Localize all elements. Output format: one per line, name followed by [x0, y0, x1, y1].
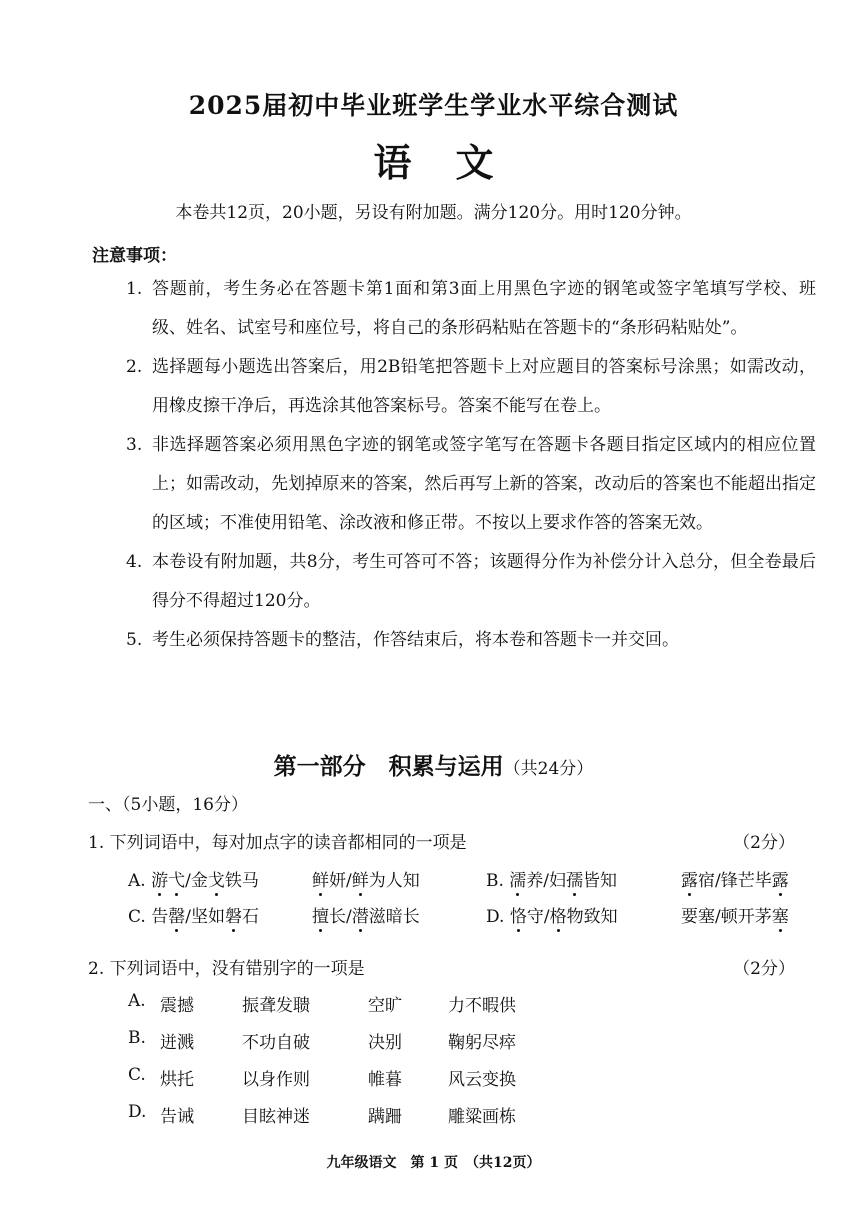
option-b: [486, 866, 617, 891]
word-text: 铁马: [224, 871, 259, 891]
word-text: 养/妇: [526, 871, 567, 891]
notice-item-text: 考生必须保持答题卡的整洁，作答结束后，将本卷和答题卡一并交回。: [152, 630, 679, 650]
notice-item-text: 非选择题答案必须用黑色字迹的钢笔或签字笔写在答题卡各题目指定区域内的相应位置上；如需改动，先划掉原来的答案，然后再写上新的答案，改动后的答案也不能超出指定的区域；不准使用铅笔、涂改液和修正带。不按以上要求作答的答案无效。: [152, 435, 816, 533]
option-d-second: [681, 902, 789, 927]
word-text: 物致知: [566, 907, 618, 927]
option-a-second: [312, 866, 420, 891]
word: 鞠躬尽瘁: [448, 1033, 516, 1053]
word-text: /坚如: [185, 907, 225, 927]
dotted-char: 露: [771, 871, 789, 891]
option-label: B.: [486, 871, 510, 891]
dotted-char: 格: [549, 907, 567, 927]
option-c-second: [312, 902, 420, 927]
exam-title: 2025届初中毕业班学生学业水平综合测试: [188, 91, 679, 120]
dotted-char: 塞: [771, 907, 789, 927]
option-b-second: [681, 866, 789, 891]
dotted-char: 鲜: [312, 871, 329, 891]
option-label: C.: [128, 1065, 146, 1085]
question-2-stem: 2. 下列词语中，没有错别字的一项是: [88, 959, 365, 979]
word-text: 宿/锋芒毕: [698, 871, 772, 891]
word: 烘托: [160, 1070, 194, 1090]
dotted-char: 擅: [312, 907, 329, 927]
part-title-text: 第一部分 积累与运用: [273, 753, 504, 780]
question-2-score: （2分）: [733, 959, 795, 979]
notice-heading: 注意事项：: [92, 246, 177, 266]
dotted-char: 戈: [207, 871, 225, 891]
page-footer: 九年级语文 第 1 页 （共12页）: [326, 1155, 541, 1171]
word: 雕粱画栋: [448, 1107, 516, 1127]
option-d: [486, 902, 618, 927]
option-label: D.: [128, 1102, 147, 1122]
dotted-char: 露: [681, 871, 698, 891]
word: 告诫: [160, 1107, 194, 1127]
notice-item-number: 4.: [126, 552, 143, 572]
dotted-char: 濡: [509, 871, 527, 891]
word: 蹒跚: [368, 1107, 402, 1127]
part-title: [0, 748, 867, 781]
word-text: 石: [241, 907, 259, 927]
word-text: /金: [185, 871, 208, 891]
notice-item: [126, 348, 816, 426]
word-text: 守/: [526, 907, 550, 927]
word: 迸溅: [160, 1033, 194, 1053]
word: 空旷: [368, 996, 402, 1016]
option-c: [128, 902, 259, 927]
notice-item-number: 1.: [126, 279, 143, 299]
part-score: （共24分）: [503, 759, 594, 779]
option-label: D.: [486, 907, 510, 927]
word: 振聋发聩: [242, 996, 310, 1016]
exam-summary: 本卷共12页，20小题，另设有附加题。满分120分。用时120分钟。: [175, 203, 692, 223]
word-text: 滋暗长: [368, 907, 420, 927]
dotted-char: 游: [151, 871, 169, 891]
word: 帷暮: [368, 1070, 402, 1090]
word: 决别: [368, 1033, 402, 1053]
notice-item-text: 本卷设有附加题，共8分，考生可答可不答；该题得分作为补偿分计入总分，但全卷最后得分不得超过120分。: [152, 552, 816, 611]
notice-item: [126, 270, 816, 348]
notice-item-text: 选择题每小题选出答案后，用2B铅笔把答题卡上对应题目的答案标号涂黑；如需改动，用橡皮擦干净后，再选涂其他答案标号。答案不能写在卷上。: [152, 357, 816, 416]
word: 不功自破: [242, 1033, 310, 1053]
question-1-score: （2分）: [733, 833, 795, 853]
subject-title: 语文: [373, 140, 538, 185]
dotted-char: 磐: [224, 907, 242, 927]
section-heading: 一、（5小题，16分）: [88, 795, 248, 815]
word-text: 要: [681, 907, 698, 927]
word-text: 塞/顿开茅: [698, 907, 772, 927]
notice-item: [126, 543, 816, 621]
question-1-stem: 1. 下列词语中，每对加点字的读音都相同的一项是: [88, 833, 467, 853]
notice-item-number: 3.: [126, 435, 143, 455]
word: 力不暇供: [448, 996, 516, 1016]
dotted-char: 孺: [566, 871, 584, 891]
word-text: 妍/: [329, 871, 352, 891]
word-text: 告: [151, 907, 169, 927]
word: 风云变换: [448, 1070, 516, 1090]
notice-item-text: 答题前，考生务必在答题卡第1面和第3面上用黑色字迹的钢笔或签字笔填写学校、班级、姓名、试室号和座位号，将自己的条形码粘贴在答题卡的“条形码粘贴处”。: [152, 279, 816, 338]
word-text: 为人知: [368, 871, 420, 891]
word-text: 皆知: [583, 871, 618, 891]
word-text: 长/: [329, 907, 352, 927]
option-label: C.: [128, 907, 152, 927]
option-label: A.: [128, 991, 146, 1011]
option-label: B.: [128, 1028, 146, 1048]
option-label: A.: [128, 871, 152, 891]
word: 震撼: [160, 996, 194, 1016]
word: 目眩神迷: [242, 1107, 310, 1127]
notice-item: [126, 621, 816, 660]
dotted-char: 鲜: [351, 871, 369, 891]
dotted-char: 罄: [168, 907, 186, 927]
notice-item-number: 2.: [126, 357, 143, 377]
word: 以身作则: [242, 1070, 310, 1090]
notice-item-number: 5.: [126, 630, 143, 650]
notice-item: [126, 426, 816, 543]
dotted-char: 弋: [168, 871, 186, 891]
notice-list: [126, 270, 816, 660]
dotted-char: 恪: [509, 907, 527, 927]
option-ab-line: [128, 866, 259, 891]
dotted-char: 潜: [351, 907, 369, 927]
